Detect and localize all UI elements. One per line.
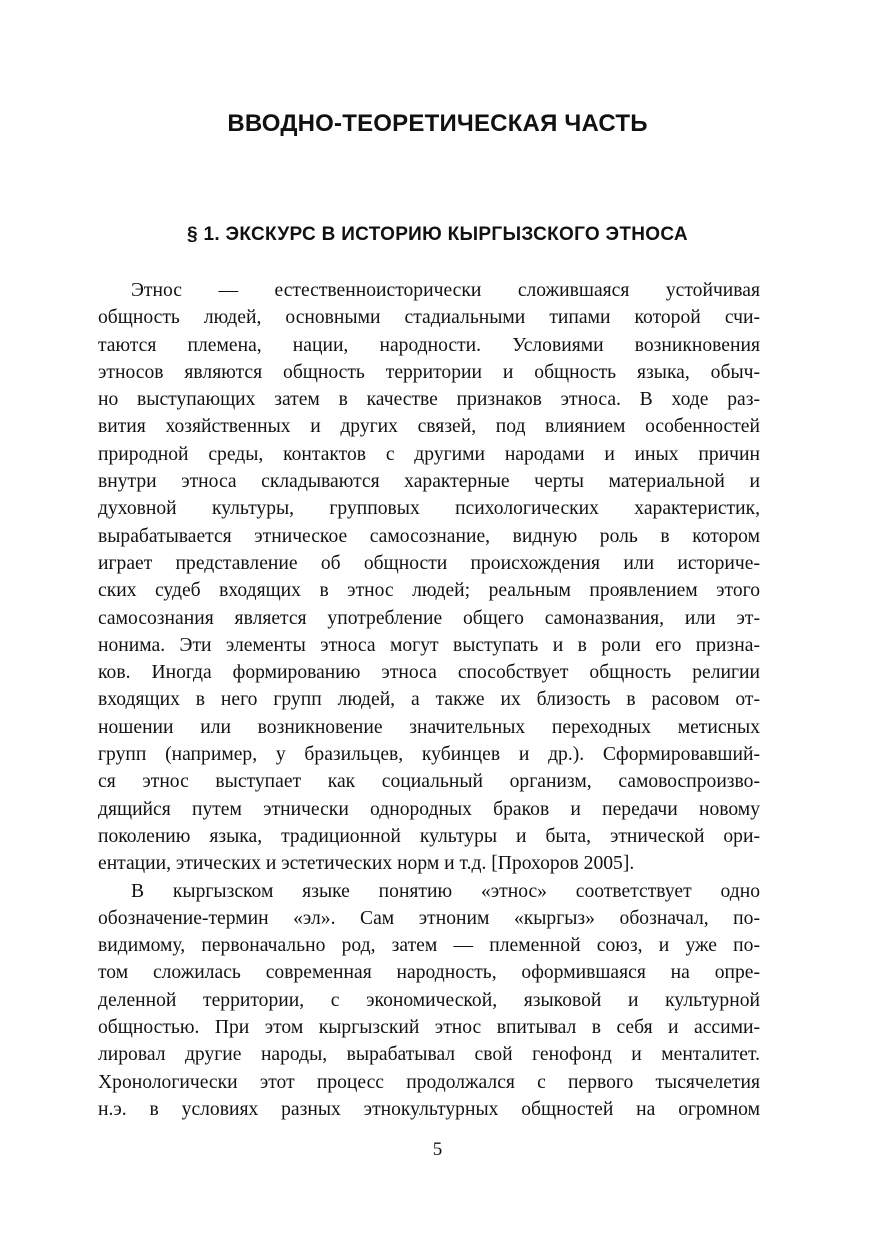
text-line: вития хозяйственных и других связей, под влиянием особенностей: [98, 416, 760, 438]
text-line: ся этнос выступает как социальный организм, самовоспроизво-: [98, 771, 760, 793]
section-title: § 1. ЭКСКУРС В ИСТОРИЮ КЫРГЫЗСКОГО ЭТНОСА: [187, 224, 688, 245]
text-line: но выступающих затем в качестве признаков этноса. В ходе раз-: [98, 389, 760, 411]
body-text: [98, 277, 760, 1123]
text-line: духовной культуры, групповых психологических характеристик,: [98, 498, 760, 520]
text-line: вырабатывается этническое самосознание, видную роль в котором: [98, 525, 760, 547]
text-line: ношении или возникновение значительных переходных метисных: [98, 716, 760, 738]
text-line: Хронологически этот процесс продолжался с первого тысячелетия: [98, 1071, 760, 1093]
text-line: нонима. Эти элементы этноса могут выступать и в роли его призна-: [98, 634, 760, 656]
text-line: лировал другие народы, вырабатывал свой генофонд и менталитет.: [98, 1044, 760, 1066]
paragraph: [98, 878, 760, 1124]
text-line: том сложилась современная народность, оформившаяся на опре-: [98, 962, 760, 984]
text-line: таются племена, нации, народности. Условиями возникновения: [98, 334, 760, 356]
page-number: 5: [432, 1139, 443, 1160]
text-line: групп (например, у бразильцев, кубинцев и др.). Сформировавший-: [98, 744, 760, 766]
paragraph: [98, 277, 760, 878]
part-title: ВВОДНО-ТЕОРЕТИЧЕСКАЯ ЧАСТЬ: [227, 110, 648, 137]
text-line: входящих в него групп людей, а также их близость в расовом от-: [98, 689, 760, 711]
text-line: деленной территории, с экономической, языковой и культурной: [98, 989, 760, 1011]
text-line: дящийся путем этнически однородных браков и передачи новому: [98, 798, 760, 820]
text-line: Этнос — естественноисторически сложившаяся устойчивая: [131, 280, 760, 301]
text-line: ков. Иногда формированию этноса способствует общность религии: [98, 662, 760, 684]
text-line: природной среды, контактов с другими народами и иных причин: [98, 443, 760, 465]
text-line: играет представление об общности происхождения или историче-: [98, 552, 760, 574]
text-line: самосознания является употребление общего самоназвания, или эт-: [98, 607, 760, 629]
text-line: поколению языка, традиционной культуры и быта, этнической ори-: [98, 825, 760, 847]
text-line: общностью. При этом кыргызский этнос впитывал в себя и ассими-: [98, 1017, 760, 1039]
text-line: видимому, первоначально род, затем — племенной союз, и уже по-: [98, 935, 760, 957]
text-line: общность людей, основными стадиальными типами которой счи-: [98, 307, 760, 329]
text-line: н.э. в условиях разных этнокультурных общностей на огромном: [98, 1098, 760, 1120]
text-line: обозначение-термин «эл». Сам этноним «кыргыз» обозначал, по-: [98, 907, 760, 929]
text-line: этносов являются общность территории и общность языка, обыч-: [98, 361, 760, 383]
text-line: ентации, этических и эстетических норм и т.д. [Прохоров 2005].: [98, 853, 635, 875]
text-line: ских судеб входящих в этнос людей; реальным проявлением этого: [98, 580, 760, 602]
text-line: внутри этноса складываются характерные черты материальной и: [98, 471, 760, 493]
text-line: В кыргызском языке понятию «этнос» соответствует одно: [131, 880, 760, 902]
